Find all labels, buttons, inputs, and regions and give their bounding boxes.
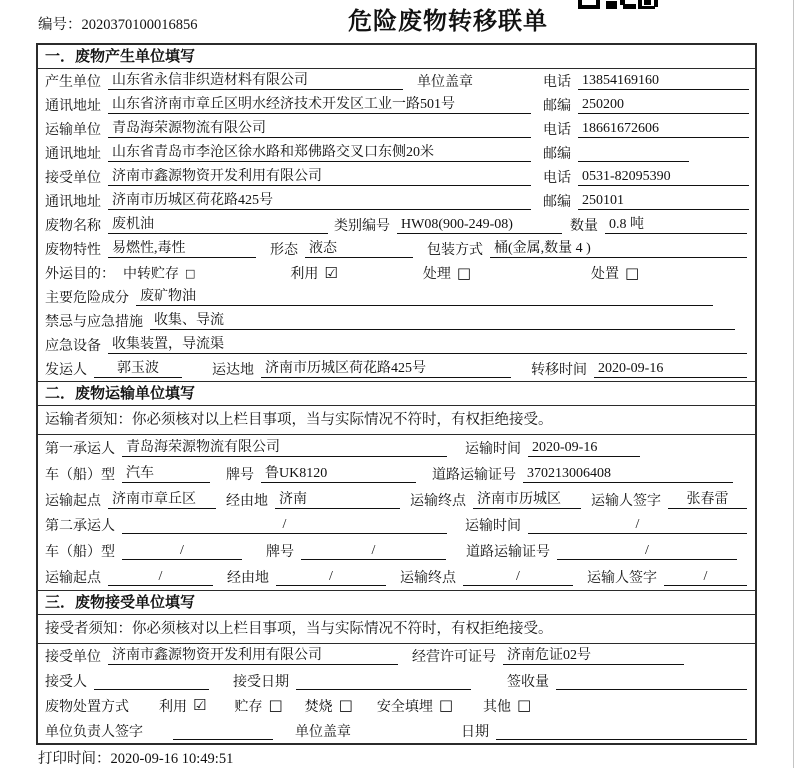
taboo-measures-label: 禁忌与应急措施 [45, 315, 143, 330]
disposal-option-incinerate [305, 696, 353, 716]
checkbox-unchecked-icon: □ [338, 696, 353, 715]
disposal-option-label: 贮存 [234, 699, 263, 715]
waste-name-row [38, 213, 755, 237]
dispatcher-label: 发运人 [45, 363, 87, 378]
receiver-unit-value: 济南市鑫源物资开发利用有限公司 [108, 168, 531, 186]
dispatcher-value: 郭玉波 [94, 360, 182, 378]
responsible-sign-row [38, 718, 755, 743]
disposal-option-label: 其他 [483, 699, 512, 715]
packing-value: 桶(金属,数量 4 ) [490, 240, 747, 258]
route-end-label: 运输终点 [410, 493, 466, 509]
route-via-value: / [276, 568, 386, 586]
accept-unit-row [38, 644, 755, 669]
section3-body [38, 644, 755, 743]
carrier-sign-value: / [664, 568, 747, 586]
responsible-sign-label: 单位负责人签字 [45, 724, 143, 740]
qr-code-fragment [578, 0, 658, 9]
route-via-label: 经由地 [227, 571, 269, 587]
page-title: 危险废物转移联单 [348, 8, 548, 35]
accept-person-label: 接受人 [45, 675, 87, 691]
waste-code-label: 类别编号 [334, 219, 390, 234]
route-end-label: 运输终点 [400, 571, 456, 587]
purpose-option-use [290, 263, 337, 283]
checkbox-unchecked-icon: □ [456, 263, 472, 282]
zip-label: 邮编 [543, 195, 571, 210]
road-permit-value: / [557, 542, 737, 560]
hazard-components-label: 主要危险成分 [45, 291, 129, 306]
receiver-unit-row [38, 165, 755, 189]
producer-unit-row [38, 69, 755, 93]
waste-form-value: 液态 [305, 240, 413, 258]
purpose-option-label: 处置 [591, 267, 620, 282]
route2-row [38, 564, 755, 590]
address-label: 通讯地址 [45, 99, 101, 114]
accept-unit-label: 接受单位 [45, 650, 101, 666]
print-time-label: 打印时间： [38, 751, 111, 767]
producer-phone-value: 13854169160 [578, 72, 749, 90]
serial-label: 编号： [38, 17, 82, 33]
packing-label: 包装方式 [427, 243, 483, 258]
taboo-measures-value: 收集、导流 [150, 312, 735, 330]
zip-label: 邮编 [543, 147, 571, 162]
license-label: 经营许可证号 [412, 650, 496, 666]
second-carrier-value: / [122, 516, 447, 534]
checkbox-unchecked-icon: □ [185, 266, 196, 280]
transporter-unit-label: 运输单位 [45, 123, 101, 138]
producer-zip-value: 250200 [578, 96, 749, 114]
print-time-value: 2020-09-16 10:49:51 [110, 751, 234, 767]
second-carrier-row [38, 512, 755, 538]
waste-traits-value: 易燃性,毒性 [108, 240, 256, 258]
hazard-components-value: 废矿物油 [136, 288, 713, 306]
disposal-method-row [38, 694, 755, 719]
serial-value: 2020370100016856 [81, 17, 198, 33]
receiver-unit-label: 接受单位 [45, 171, 101, 186]
route-via-label: 经由地 [226, 493, 268, 509]
address-label: 通讯地址 [45, 195, 101, 210]
print-time-line [38, 747, 233, 768]
waste-traits-label: 废物特性 [45, 243, 101, 258]
section2-body [38, 435, 755, 590]
route-start-value: / [108, 568, 213, 586]
license-value: 济南危证02号 [503, 647, 684, 665]
disposal-method-label: 废物处置方式 [45, 699, 129, 715]
received-qty-label: 签收量 [507, 675, 549, 691]
road-permit-label: 道路运输证号 [466, 545, 550, 561]
accept-unit-value: 济南市鑫源物资开发利用有限公司 [108, 647, 398, 665]
date-label: 日期 [461, 724, 489, 740]
producer-address-value: 山东省济南市章丘区明水经济技术开发区工业一路501号 [108, 96, 531, 114]
route-end-value: 济南市历城区 [473, 491, 581, 509]
taboo-measures-row [38, 309, 755, 333]
vehicle-type-label: 车（船）型 [45, 467, 115, 483]
purpose-option-treat [423, 263, 471, 283]
emergency-equipment-label: 应急设备 [45, 339, 101, 354]
accept-person-value [94, 672, 209, 690]
route-start-label: 运输起点 [45, 571, 101, 587]
vehicle-type-label: 车（船）型 [45, 545, 115, 561]
transport-time-label: 运输时间 [465, 441, 521, 457]
vehicle2-row [38, 538, 755, 564]
section3-notice: 接受者须知：你必须核对以上栏目事项，当与实际情况不符时，有权拒绝接受。 [38, 615, 755, 644]
transporter-zip-value [578, 144, 689, 162]
page-right-edge [793, 0, 794, 768]
section3-heading: 三．废物接受单位填写 [38, 590, 755, 615]
route1-row [38, 487, 755, 513]
disposal-option-label: 安全填埋 [376, 699, 433, 715]
address-label: 通讯地址 [45, 147, 101, 162]
checkbox-checked-icon: ☑ [193, 696, 207, 715]
purpose-option-label: 处理 [422, 267, 451, 282]
received-qty-value [556, 672, 747, 690]
plate-label: 牌号 [226, 467, 254, 483]
destination-label: 运达地 [212, 363, 254, 378]
transfer-time-value: 2020-09-16 [594, 360, 747, 378]
transporter-unit-row [38, 117, 755, 141]
transporter-unit-value: 青岛海荣源物流有限公司 [108, 120, 531, 138]
checkbox-unchecked-icon: □ [438, 696, 454, 715]
transfer-purpose-row [38, 261, 755, 285]
disposal-option-other [483, 696, 531, 716]
waste-form-label: 形态 [270, 243, 298, 258]
first-carrier-label: 第一承运人 [45, 441, 115, 457]
transporter-phone-value: 18661672606 [578, 120, 749, 138]
accept-person-row [38, 669, 755, 694]
purpose-option-dispose [591, 263, 639, 283]
carrier-sign-value: 张春雷 [668, 491, 747, 509]
plate-value: 鲁UK8120 [261, 465, 416, 483]
zip-label: 邮编 [543, 99, 571, 114]
waste-name-value: 废机油 [108, 216, 328, 234]
waste-qty-label: 数量 [570, 219, 598, 234]
vehicle-type-value: / [122, 542, 242, 560]
vehicle1-row [38, 461, 755, 487]
unit-seal-label: 单位盖章 [417, 75, 473, 90]
carrier-sign-label: 运输人签字 [587, 571, 657, 587]
transfer-purpose-label: 外运目的： [45, 267, 115, 282]
date-value [496, 722, 747, 740]
section1-body [38, 69, 755, 381]
transfer-manifest-form [36, 43, 757, 745]
section2-notice: 运输者须知：你必须核对以上栏目事项，当与实际情况不符时，有权拒绝接受。 [38, 406, 755, 435]
route-via-value: 济南 [275, 491, 400, 509]
accept-date-label: 接受日期 [233, 675, 289, 691]
waste-qty-value: 0.8 吨 [605, 216, 747, 234]
route-start-value: 济南市章丘区 [108, 491, 216, 509]
checkbox-unchecked-icon: □ [517, 696, 532, 715]
road-permit-value: 370213006408 [523, 465, 733, 483]
unit-seal-label: 单位盖章 [295, 724, 351, 740]
vehicle-type-value: 汽车 [122, 465, 210, 483]
section2-heading: 二．废物运输单位填写 [38, 381, 755, 406]
receiver-address-row [38, 189, 755, 213]
responsible-sign-value [173, 722, 273, 740]
disposal-option-label: 焚烧 [304, 699, 333, 715]
phone-label: 电话 [543, 171, 571, 186]
receiver-phone-value: 0531-82095390 [578, 168, 749, 186]
purpose-option-storage [123, 263, 195, 283]
disposal-option-label: 利用 [159, 699, 187, 715]
accept-date-value [296, 672, 471, 690]
transport-time-value: / [528, 516, 747, 534]
carrier-sign-label: 运输人签字 [591, 493, 661, 509]
waste-traits-row [38, 237, 755, 261]
destination-value: 济南市历城区荷花路425号 [261, 360, 511, 378]
section1-heading: 一．废物产生单位填写 [38, 45, 755, 69]
receiver-zip-value: 250101 [578, 192, 749, 210]
producer-unit-value: 山东省永信非织造材料有限公司 [108, 72, 403, 90]
checkbox-checked-icon: ☑ [324, 263, 338, 282]
disposal-option-storage [234, 696, 282, 716]
transport-time-value: 2020-09-16 [528, 439, 640, 457]
first-carrier-value: 青岛海荣源物流有限公司 [122, 439, 447, 457]
waste-name-label: 废物名称 [45, 219, 101, 234]
transporter-address-value: 山东省青岛市李沧区徐水路和郑佛路交叉口东侧20米 [108, 144, 531, 162]
emergency-equipment-value: 收集装置，导流渠 [108, 336, 747, 354]
producer-address-row [38, 93, 755, 117]
road-permit-label: 道路运输证号 [432, 467, 516, 483]
dispatch-row [38, 357, 755, 381]
transporter-address-row [38, 141, 755, 165]
receiver-address-value: 济南市历城区荷花路425号 [108, 192, 531, 210]
second-carrier-label: 第二承运人 [45, 519, 115, 535]
route-end-value: / [463, 568, 573, 586]
emergency-equipment-row [38, 333, 755, 357]
waste-code-value: HW08(900-249-08) [397, 216, 562, 234]
first-carrier-row [38, 435, 755, 461]
serial-number-line [38, 13, 198, 34]
plate-label: 牌号 [266, 545, 294, 561]
checkbox-unchecked-icon: □ [268, 696, 283, 715]
route-start-label: 运输起点 [45, 493, 101, 509]
purpose-option-label: 中转贮存 [123, 267, 179, 282]
disposal-option-use [159, 696, 206, 716]
plate-value: / [301, 542, 446, 560]
disposal-option-landfill [377, 696, 453, 716]
producer-unit-label: 产生单位 [45, 75, 101, 90]
phone-label: 电话 [543, 123, 571, 138]
checkbox-unchecked-icon: □ [625, 263, 640, 282]
purpose-option-label: 利用 [290, 267, 319, 282]
transfer-time-label: 转移时间 [531, 363, 587, 378]
transport-time-label: 运输时间 [465, 519, 521, 535]
hazard-components-row [38, 285, 755, 309]
phone-label: 电话 [543, 75, 571, 90]
